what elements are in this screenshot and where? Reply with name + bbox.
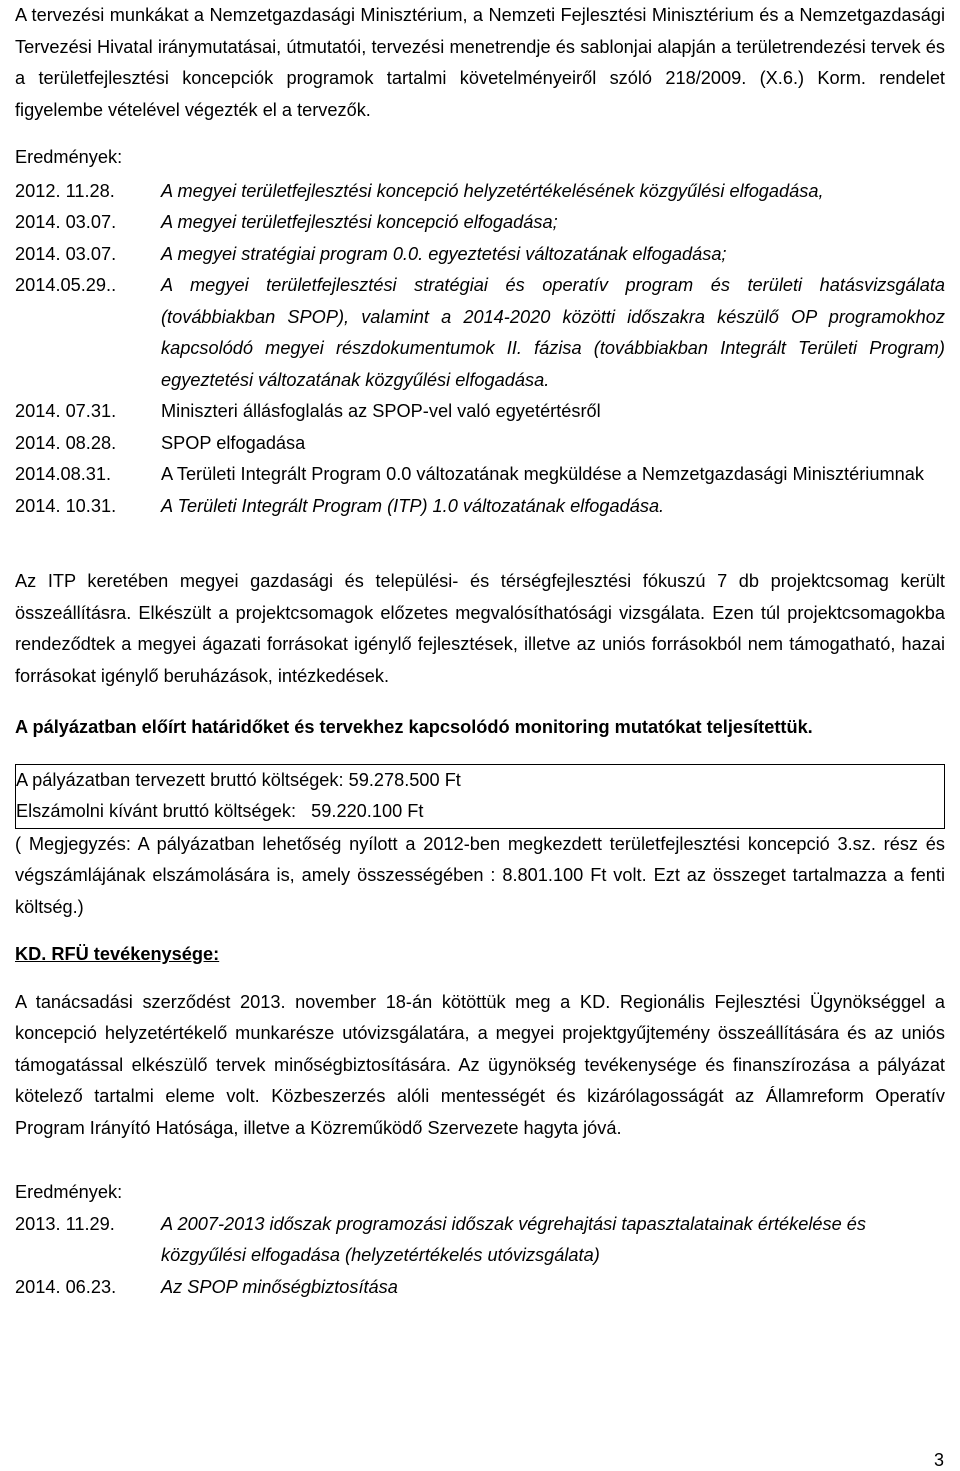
result-date: 2013. 11.29. — [15, 1213, 115, 1234]
result-text: A megyei stratégiai program 0.0. egyeztetési változatának elfogadása; — [161, 243, 727, 264]
results-label-1: Eredmények: — [15, 147, 123, 167]
result-text: SPOP elfogadása — [161, 432, 306, 453]
result-text: A megyei területfejlesztési stratégiai és operatív program és területi hatásvizsgálata (továbbiakban SPOP), valamint a 2014-2020 közötti időszakra készülő OP programokhoz kapcsolódó megyei részdokumentumok II. fázisa (továbbiakban Integrált Területi Program) egyeztetési változatának közgyűlési elfogadása. — [161, 275, 945, 390]
result-row — [15, 239, 945, 271]
monitoring-statement: A pályázatban előírt határidőket és tervekhez kapcsolódó monitoring mutatókat teljesítettük. — [15, 717, 813, 737]
result-row — [15, 176, 945, 208]
result-row — [15, 459, 945, 491]
result-text: A Területi Integrált Program (ITP) 1.0 változatának elfogadása. — [161, 495, 665, 516]
result-row — [15, 1272, 945, 1304]
result-date: 2014. 06.23. — [15, 1276, 117, 1297]
result-row — [15, 428, 945, 460]
cost-note: ( Megjegyzés: A pályázatban lehetőség nyílott a 2012-ben megkezdett területfejlesztési koncepció 3.sz. rész és végszámlájának elszámolására is, amely összességében : 8.801.100 Ft volt. Ezt az összeget tartalmazza a fenti költség.) — [15, 833, 945, 917]
result-text: Miniszteri állásfoglalás az SPOP-vel való egyetértésről — [161, 401, 601, 421]
results-label-2: Eredmények: — [15, 1182, 123, 1202]
result-date: 2014. 03.07. — [15, 243, 117, 264]
result-text: A megyei területfejlesztési koncepció elfogadása; — [161, 212, 558, 232]
intro-paragraph: A tervezési munkákat a Nemzetgazdasági Minisztérium, a Nemzeti Fejlesztési Minisztérium és a Nemzetgazdasági Tervezési Hivatal iránymutatásai, útmutatói, tervezési menetrendje és sablonjai alapján a területrendezési tervek és a területfejlesztési koncepciók programok tartalmi követelményeiről szóló 218/2009. (X.6.) Korm. rendelet figyelembe vételével végezték el a tervezők. — [15, 5, 945, 120]
itp-paragraph: Az ITP keretében megyei gazdasági és települési- és térségfejlesztési fókuszú 7 db projektcsomag került összeállításra. Elkészült a projektcsomagok előzetes megvalósíthatósági vizsgálata. Ezen túl projektcsomagokba rendeződtek a megyei ágazati forrásokat igénylő fejlesztések, illetve az uniós forrásokból nem támogatható, hazai forrásokat igénylő beruházások, intézkedések. — [15, 571, 945, 686]
results-list-2 — [15, 1209, 945, 1304]
result-date: 2014.08.31. — [15, 464, 112, 484]
result-row — [15, 396, 945, 428]
costs-box — [15, 764, 945, 829]
result-row — [15, 270, 945, 396]
planned-cost: A pályázatban tervezett bruttó költségek: 59.278.500 Ft — [16, 769, 461, 790]
result-text: A Területi Integrált Program 0.0 változatának megküldése a Nemzetgazdasági Minisztériumnak — [161, 464, 924, 484]
result-date: 2012. 11.28. — [15, 180, 115, 201]
results-list-1 — [15, 176, 945, 523]
result-date: 2014. 07.31. — [15, 401, 117, 421]
result-text: A megyei területfejlesztési koncepció helyzetértékelésének közgyűlési elfogadása, — [161, 180, 824, 201]
section2-heading: KD. RFÜ tevékenysége: — [15, 944, 220, 964]
result-row — [15, 207, 945, 239]
result-text: Az SPOP minőségbiztosítása — [161, 1276, 398, 1297]
result-row — [15, 1209, 945, 1272]
result-text: A 2007-2013 időszak programozási időszak végrehajtási tapasztalatainak értékelése és közgyűlési elfogadása (helyzetértékelés utóvizsgálata) — [161, 1213, 867, 1265]
document-page — [15, 0, 945, 1303]
page-number: 3 — [933, 1450, 944, 1470]
result-date: 2014. 08.28. — [15, 432, 117, 453]
section2-paragraph: A tanácsadási szerződést 2013. november 18-án kötöttük meg a KD. Regionális Fejlesztési Ügynökséggel a koncepció helyzetértékelő munkarésze utóvizsgálatára, a megyei projektgyűjtemény összeállítására és az uniós támogatással elkészülő tervek minőségbiztosítására. Az ügynökség tevékenysége és finanszírozása a pályázat kötelező tartalmi eleme volt. Közbeszerzés alóli mentességét és kizárólagosságát az Államreform Operatív Program Irányító Hatósága, illetve a Közreműködő Szervezete hagyta jóvá. — [15, 991, 945, 1138]
claimed-cost: Elszámolni kívánt bruttó költségek: 59.220.100 Ft — [16, 801, 424, 821]
result-date: 2014.05.29.. — [15, 275, 117, 295]
result-date: 2014. 10.31. — [15, 495, 117, 516]
result-date: 2014. 03.07. — [15, 212, 117, 232]
result-row — [15, 491, 945, 523]
